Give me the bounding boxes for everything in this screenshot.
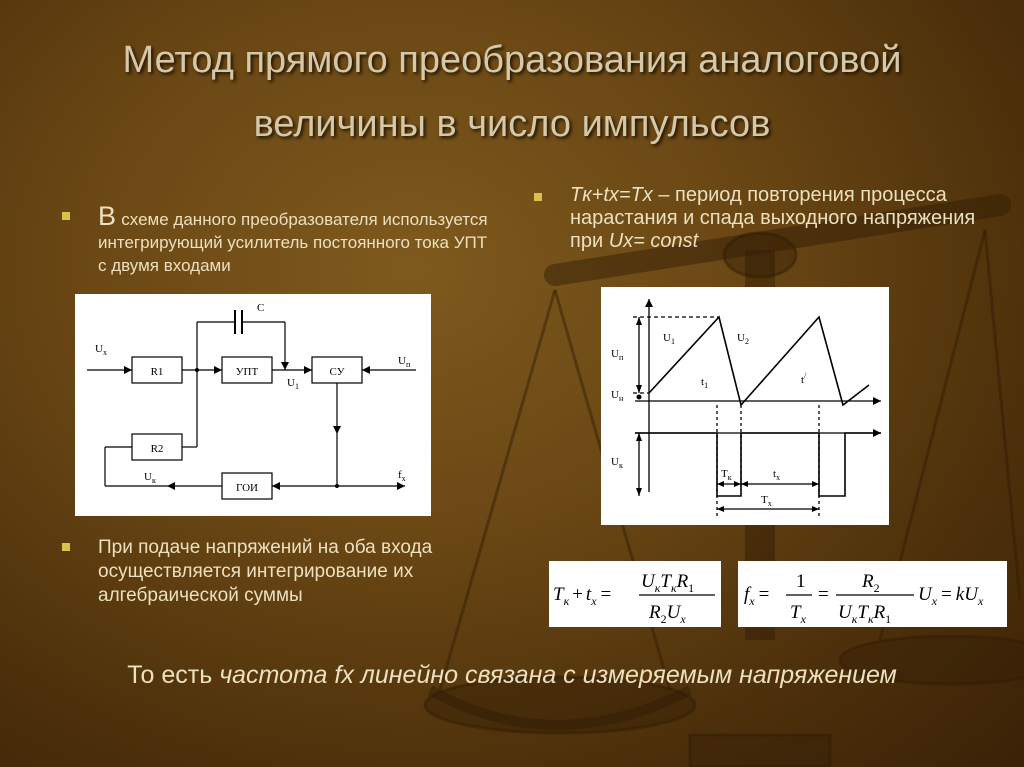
conclusion-italic: частота fx линейно связана с измеряемым напряжением <box>219 661 897 689</box>
label-u1: $U_1$ <box>663 332 675 346</box>
label-r1: R1 <box>150 366 164 378</box>
page-title-line-1: Метод прямого преобразования аналоговой <box>122 39 902 81</box>
svg-text:R2: $R_2$ <box>862 571 880 595</box>
page-title-line-2: величины в число импульсов <box>253 103 771 145</box>
bullet-text: схеме данного преобразователя используется интегрирующий усилитель постоянного тока УПТ с двумя входами <box>98 210 488 275</box>
bullet-marker <box>62 212 70 220</box>
ux-const-inline: Uх= const <box>608 230 699 252</box>
label-t1: $t_1$ <box>701 376 709 390</box>
bullet-marker <box>534 193 542 201</box>
formula-fx <box>738 561 1007 627</box>
label-tk: $T_к$ <box>721 468 732 482</box>
formula-tk-tx <box>549 561 721 627</box>
bullet-integration <box>98 536 518 608</box>
svg-text:Tк+tx=: $T_к + t_x$ = <box>553 584 612 608</box>
label-fx: $f_x$ <box>398 469 406 483</box>
bullet-drop-letter: В <box>98 201 117 231</box>
label-ui-level: $U_н$ <box>611 389 624 403</box>
svg-text:R2Ux: $R_2U_x$ <box>649 602 686 626</box>
waveform-diagram <box>601 287 889 525</box>
label-uk: $U_к$ <box>611 456 623 470</box>
label-Tx: $T_х$ <box>761 494 772 508</box>
conclusion-text <box>0 660 1024 690</box>
bullet-text: При подаче напряжений на оба входа осуществляется интегрирование их алгебраической суммы <box>98 537 433 606</box>
formula-tk-tx-svg <box>549 561 721 627</box>
bullet-marker <box>62 543 70 551</box>
label-tx-small: $t_х$ <box>773 468 781 482</box>
label-t-prime: t/ <box>801 371 807 386</box>
conclusion-plain: То есть <box>127 661 220 689</box>
label-ux: $U_x$ <box>95 343 107 357</box>
label-uk: $U_к$ <box>144 471 156 485</box>
svg-text:Tx: $T_x$ <box>790 602 806 626</box>
label-c: C <box>257 302 265 314</box>
label-r2: R2 <box>150 443 164 455</box>
bullet-circuit-description <box>98 201 498 277</box>
circuit-diagram-panel <box>75 294 431 516</box>
bullet-text: – период повторения процесса нарастания и спада выходного напряжения при <box>570 184 976 252</box>
label-upt: УПТ <box>235 366 259 378</box>
svg-text:Ux=kUx: $U_x = kU_x$ <box>918 584 984 608</box>
label-un-level: $U_п$ <box>611 348 624 362</box>
label-un: $U_п$ <box>398 355 411 369</box>
label-u2: $U_2$ <box>737 332 749 346</box>
svg-text:1: 1 <box>796 571 806 592</box>
svg-text:UкTкR1: $U_кT_кR_1$ <box>641 571 695 595</box>
bullet-period-description <box>570 184 990 253</box>
label-u1: $U_1$ <box>287 377 299 391</box>
svg-text:=: = <box>818 584 829 605</box>
label-su: СУ <box>329 366 345 378</box>
circuit-diagram <box>75 294 431 516</box>
svg-text:fx=: $f_x$ = <box>744 584 770 608</box>
period-formula-inline: Tк+tх=Tх <box>570 184 653 206</box>
label-goi: ГОИ <box>236 482 258 494</box>
formula-fx-svg <box>738 561 1007 627</box>
svg-text:UкTкR1: $U_кT_кR_1$ <box>838 602 892 626</box>
waveform-diagram-panel <box>601 287 889 525</box>
